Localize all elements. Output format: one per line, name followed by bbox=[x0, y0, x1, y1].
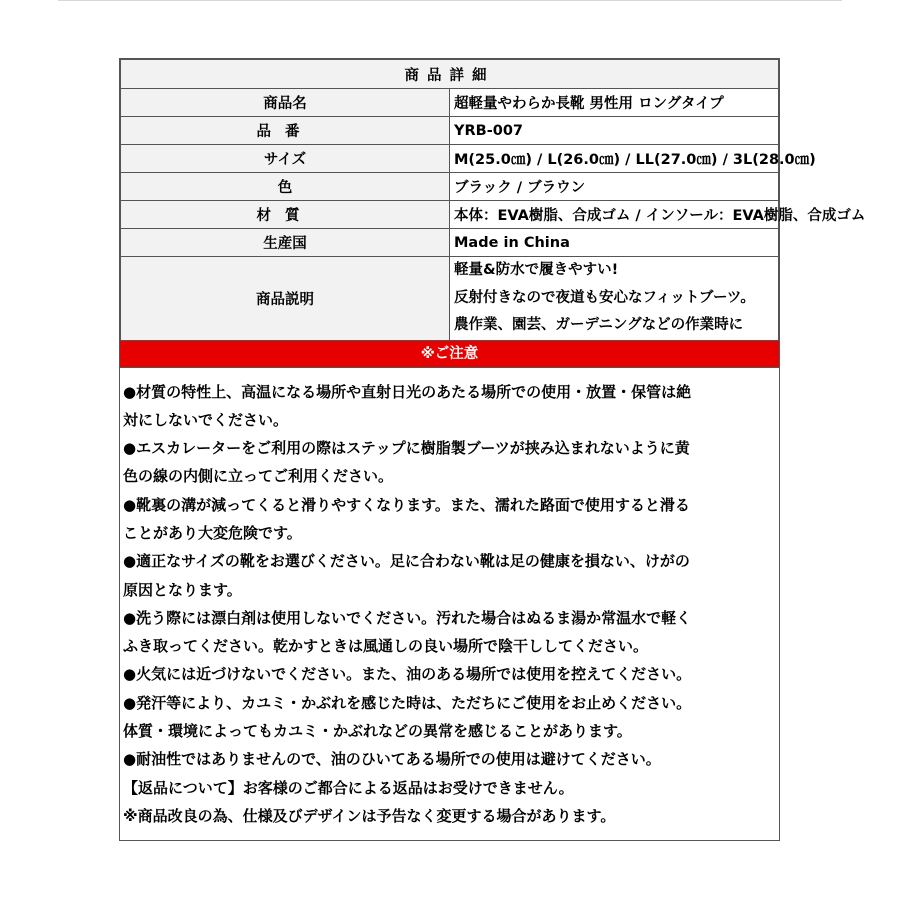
note-line: ●耐油性ではありませんので、油のひいてある場所での使用は避けてください。 bbox=[123, 750, 661, 769]
spec-value: YRB-007 bbox=[450, 117, 779, 145]
spec-value: M(25.0㎝) / L(26.0㎝) / LL(27.0㎝) / 3L(28.0㎝) bbox=[450, 145, 779, 173]
spec-row-material bbox=[121, 201, 779, 229]
note-line: ●適正なサイズの靴をお選びください。足に合わない靴は足の健康を損ない、けがの bbox=[123, 552, 690, 571]
spec-key: 商品説明 bbox=[121, 257, 450, 341]
spec-key: 品番 bbox=[121, 117, 450, 145]
note-line: 原因となります。 bbox=[123, 580, 242, 599]
caution-notes bbox=[120, 368, 779, 831]
note-line: 体質・環境によってもカユミ・かぶれなどの異常を感じることがあります。 bbox=[123, 722, 632, 741]
spec-key: サイズ bbox=[121, 145, 450, 173]
note-line: ことがあり大変危険です。 bbox=[123, 523, 302, 542]
returns-note: 【返品について】お客様のご都合による返品はお受けできません。 bbox=[123, 778, 574, 797]
caution-banner: ※ご注意 bbox=[120, 341, 779, 368]
description-line: 反射付きなので夜道も安心なフィットブーツ。 bbox=[454, 289, 755, 306]
note-line: ●靴裏の溝が減ってくると滑りやすくなります。また、濡れた路面で使用すると滑る bbox=[123, 495, 690, 514]
spec-value: 超軽量やわらか長靴 男性用 ロングタイプ bbox=[450, 89, 779, 117]
note-line: ●発汗等により、カユミ・かぶれを感じた時は、ただちにご使用をお止めください。 bbox=[123, 693, 692, 712]
top-divider bbox=[58, 0, 842, 1]
note-line: ふき取ってください。乾かすときは風通しの良い場所で陰干ししてください。 bbox=[123, 637, 649, 656]
spec-key: 材質 bbox=[121, 201, 450, 229]
spec-key: 商品名 bbox=[121, 89, 450, 117]
spec-header-row bbox=[121, 60, 779, 89]
note-line: ●エスカレーターをご利用の際はステップに樹脂製ブーツが挟み込まれないように黄 bbox=[123, 439, 690, 458]
description-line: 軽量&防水で履きやすい! bbox=[454, 262, 619, 278]
product-details-panel bbox=[119, 58, 866, 841]
spec-row-product-name bbox=[121, 89, 779, 117]
spec-row-size bbox=[121, 145, 779, 173]
spec-value: 本体：EVA樹脂、合成ゴム / インソール：EVA樹脂、合成ゴム bbox=[450, 201, 779, 229]
note-line: 色の線の内側に立ってご利用ください。 bbox=[123, 467, 394, 486]
spec-table bbox=[120, 59, 866, 341]
note-line: 対にしないでください。 bbox=[123, 410, 289, 429]
note-line: ●洗う際には漂白剤は使用しないでください。汚れた場合はぬるま湯か常温水で軽く bbox=[123, 608, 692, 627]
spec-row-description bbox=[121, 257, 779, 341]
spec-header: 商品詳細 bbox=[121, 60, 779, 89]
spec-value: Made in China bbox=[450, 229, 779, 257]
description-line: 農作業、園芸、ガーデニングなどの作業時に bbox=[454, 317, 744, 333]
note-line: ●材質の特性上、高温になる場所や直射日光のあたる場所での使用・放置・保管は絶 bbox=[123, 382, 692, 401]
note-line: ●火気には近づけないでください。また、油のある場所では使用を控えてください。 bbox=[123, 665, 692, 684]
spec-key: 色 bbox=[121, 173, 450, 201]
spec-change-note: ※商品改良の為、仕様及びデザインは予告なく変更する場合があります。 bbox=[123, 806, 616, 825]
description-value bbox=[450, 257, 779, 341]
spec-row-origin bbox=[121, 229, 779, 257]
spec-key: 生産国 bbox=[121, 229, 450, 257]
spec-row-item-number bbox=[121, 117, 779, 145]
spec-row-color bbox=[121, 173, 779, 201]
spec-value: ブラック / ブラウン bbox=[450, 173, 779, 201]
